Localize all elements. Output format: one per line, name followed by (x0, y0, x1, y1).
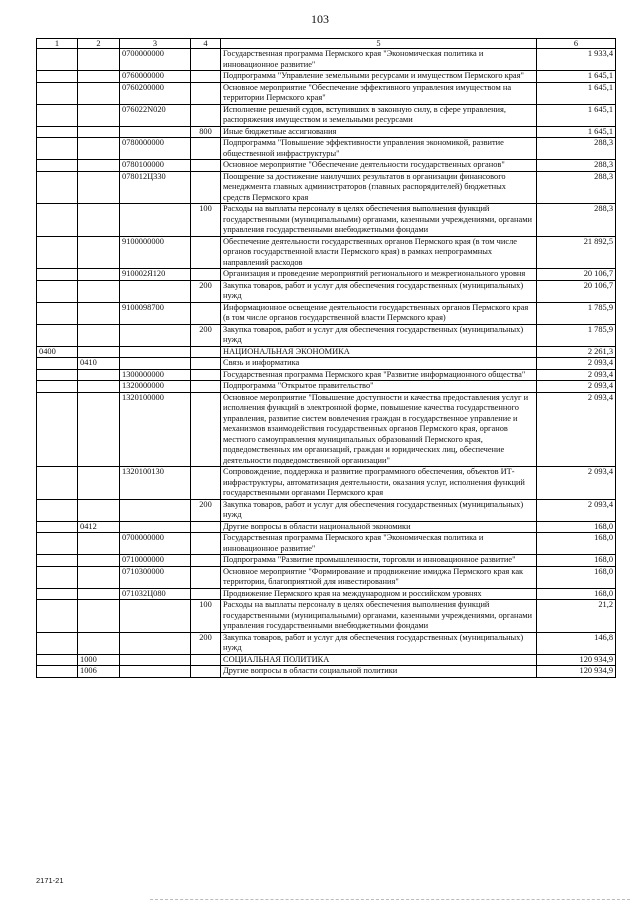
expense-type-cell (191, 358, 221, 370)
table-row (37, 160, 616, 172)
subsection-code-cell (78, 346, 120, 358)
target-article-cell: 071032Ц080 (120, 588, 191, 600)
target-article-cell: 910002Я120 (120, 269, 191, 281)
amount-cell: 120 934,9 (537, 666, 616, 678)
expense-name-cell: Подпрограмма "Развитие промышленности, торговли и инновационное развитие" (221, 555, 537, 567)
subsection-code-cell (78, 499, 120, 521)
amount-cell: 168,0 (537, 566, 616, 588)
section-code-cell (37, 392, 78, 467)
section-code-cell (37, 533, 78, 555)
table-row (37, 499, 616, 521)
target-article-cell (120, 346, 191, 358)
expense-name-cell: Подпрограмма "Повышение эффективности управления экономикой, развитие общественной инфраструктуры" (221, 138, 537, 160)
expense-name-cell: Подпрограмма "Управление земельными ресурсами и имуществом Пермского края" (221, 71, 537, 83)
expense-type-cell (191, 236, 221, 269)
subsection-code-cell (78, 171, 120, 204)
amount-cell: 288,3 (537, 204, 616, 237)
subsection-code-cell (78, 204, 120, 237)
table-row (37, 666, 616, 678)
table-row (37, 381, 616, 393)
target-article-cell (120, 358, 191, 370)
target-article-cell: 0780100000 (120, 160, 191, 172)
column-number: 1 (37, 39, 78, 49)
subsection-code-cell (78, 104, 120, 126)
expense-type-cell (191, 521, 221, 533)
expense-type-cell (191, 566, 221, 588)
expense-name-cell: Исполнение решений судов, вступивших в законную силу, в сфере управления, распоряжения имуществом и земельными ресурсами (221, 104, 537, 126)
expense-type-cell: 100 (191, 600, 221, 633)
column-number-row (37, 39, 616, 49)
expense-type-cell (191, 467, 221, 500)
subsection-code-cell (78, 236, 120, 269)
expense-name-cell: Закупка товаров, работ и услуг для обеспечения государственных (муниципальных) нужд (221, 632, 537, 654)
target-article-cell: 0760200000 (120, 82, 191, 104)
section-code-cell (37, 600, 78, 633)
budget-table (36, 38, 616, 678)
amount-cell: 21,2 (537, 600, 616, 633)
expense-name-cell: Подпрограмма "Открытое правительство" (221, 381, 537, 393)
amount-cell: 168,0 (537, 588, 616, 600)
expense-type-cell (191, 555, 221, 567)
document-code: 2171-21 (36, 876, 64, 885)
section-code-cell (37, 666, 78, 678)
section-code-cell (37, 126, 78, 138)
section-code-cell (37, 358, 78, 370)
expense-type-cell (191, 160, 221, 172)
amount-cell: 1 785,9 (537, 302, 616, 324)
subsection-code-cell (78, 138, 120, 160)
section-code-cell (37, 171, 78, 204)
subsection-code-cell (78, 49, 120, 71)
target-article-cell: 0710000000 (120, 555, 191, 567)
table-row (37, 654, 616, 666)
expense-name-cell: Поощрение за достижение наилучших результатов в организации финансового менеджмента главных администраторов (главных распорядителей) бюджетных средств Пермского края (221, 171, 537, 204)
section-code-cell (37, 521, 78, 533)
expense-name-cell: Иные бюджетные ассигнования (221, 126, 537, 138)
amount-cell: 288,3 (537, 138, 616, 160)
section-code-cell (37, 467, 78, 500)
target-article-cell: 0700000000 (120, 49, 191, 71)
subsection-code-cell (78, 160, 120, 172)
subsection-code-cell: 1006 (78, 666, 120, 678)
table-row (37, 82, 616, 104)
amount-cell: 168,0 (537, 521, 616, 533)
expense-name-cell: Основное мероприятие "Обеспечение эффективного управления имуществом на территории Пермского края" (221, 82, 537, 104)
section-code-cell (37, 104, 78, 126)
amount-cell: 20 106,7 (537, 269, 616, 281)
amount-cell: 2 093,4 (537, 369, 616, 381)
table-row (37, 555, 616, 567)
column-number: 4 (191, 39, 221, 49)
column-number: 5 (221, 39, 537, 49)
expense-type-cell (191, 71, 221, 83)
expense-name-cell: Связь и информатика (221, 358, 537, 370)
expense-type-cell: 200 (191, 280, 221, 302)
amount-cell: 2 093,4 (537, 467, 616, 500)
expense-type-cell: 200 (191, 324, 221, 346)
target-article-cell (120, 600, 191, 633)
target-article-cell (120, 324, 191, 346)
section-code-cell (37, 204, 78, 237)
expense-type-cell: 100 (191, 204, 221, 237)
subsection-code-cell (78, 467, 120, 500)
table-row (37, 392, 616, 467)
subsection-code-cell (78, 82, 120, 104)
expense-name-cell: Другие вопросы в области национальной экономики (221, 521, 537, 533)
column-number: 3 (120, 39, 191, 49)
target-article-cell: 078012Ц330 (120, 171, 191, 204)
amount-cell: 20 106,7 (537, 280, 616, 302)
column-number: 6 (537, 39, 616, 49)
target-article-cell: 0780000000 (120, 138, 191, 160)
expense-name-cell: Государственная программа Пермского края "Экономическая политика и инновационное развитие" (221, 49, 537, 71)
expense-type-cell (191, 269, 221, 281)
table-row (37, 126, 616, 138)
table-row (37, 324, 616, 346)
subsection-code-cell (78, 302, 120, 324)
expense-type-cell (191, 381, 221, 393)
subsection-code-cell (78, 588, 120, 600)
subsection-code-cell (78, 533, 120, 555)
target-article-cell (120, 499, 191, 521)
expense-type-cell (191, 369, 221, 381)
subsection-code-cell: 1000 (78, 654, 120, 666)
target-article-cell: 0760000000 (120, 71, 191, 83)
expense-name-cell: Расходы на выплаты персоналу в целях обеспечения выполнения функций государственными (муниципальными) органами, казенными учреждениями, органами управления государственными внебюджетными фондами (221, 600, 537, 633)
subsection-code-cell: 0412 (78, 521, 120, 533)
amount-cell: 146,8 (537, 632, 616, 654)
section-code-cell (37, 269, 78, 281)
subsection-code-cell (78, 392, 120, 467)
expense-type-cell (191, 302, 221, 324)
subsection-code-cell (78, 269, 120, 281)
expense-name-cell: СОЦИАЛЬНАЯ ПОЛИТИКА (221, 654, 537, 666)
amount-cell: 2 093,4 (537, 381, 616, 393)
section-code-cell (37, 588, 78, 600)
expense-type-cell (191, 533, 221, 555)
section-code-cell (37, 280, 78, 302)
expense-name-cell: Закупка товаров, работ и услуг для обеспечения государственных (муниципальных) нужд (221, 499, 537, 521)
expense-type-cell: 200 (191, 499, 221, 521)
table-row (37, 138, 616, 160)
expense-type-cell (191, 104, 221, 126)
expense-type-cell (191, 666, 221, 678)
table-row (37, 302, 616, 324)
expense-name-cell: Закупка товаров, работ и услуг для обеспечения государственных (муниципальных) нужд (221, 280, 537, 302)
expense-name-cell: Сопровождение, поддержка и развитие программного обеспечения, объектов ИТ-инфраструктуры, автоматизация деятельности, оказания услуг, исполнения функций государственными органами Пермского края (221, 467, 537, 500)
expense-type-cell: 800 (191, 126, 221, 138)
target-article-cell: 076022N020 (120, 104, 191, 126)
target-article-cell (120, 280, 191, 302)
expense-name-cell: НАЦИОНАЛЬНАЯ ЭКОНОМИКА (221, 346, 537, 358)
expense-name-cell: Другие вопросы в области социальной политики (221, 666, 537, 678)
section-code-cell (37, 160, 78, 172)
amount-cell: 2 261,3 (537, 346, 616, 358)
section-code-cell (37, 324, 78, 346)
section-code-cell (37, 71, 78, 83)
section-code-cell (37, 654, 78, 666)
amount-cell: 21 892,5 (537, 236, 616, 269)
amount-cell: 1 933,4 (537, 49, 616, 71)
section-code-cell (37, 236, 78, 269)
expense-name-cell: Основное мероприятие "Повышение доступности и качества предоставления услуг и исполнения функций в электронной форме, повышение качества государственного управления, развитие систем вовлечения граждан в государственное управление и механизмов взаимодействия государственных органов Пермского края, органов местного самоуправления муниципальных образований Пермского края, подведомственных им организаций, граждан и юридических лиц, обеспечение деятельности подведомственной организации" (221, 392, 537, 467)
expense-name-cell: Основное мероприятие "Формирование и продвижение имиджа Пермского края как территории, благоприятной для инвестирования" (221, 566, 537, 588)
expense-type-cell (191, 82, 221, 104)
table-row (37, 269, 616, 281)
amount-cell: 288,3 (537, 160, 616, 172)
target-article-cell (120, 126, 191, 138)
subsection-code-cell (78, 632, 120, 654)
section-code-cell (37, 138, 78, 160)
target-article-cell (120, 521, 191, 533)
table-row (37, 566, 616, 588)
scan-artifact-line (150, 899, 630, 900)
target-article-cell (120, 204, 191, 237)
subsection-code-cell (78, 566, 120, 588)
section-code-cell (37, 499, 78, 521)
expense-name-cell: Обеспечение деятельности государственных органов Пермского края (в том числе органов государственной власти Пермского края) в рамках непрограммных направлений расходов (221, 236, 537, 269)
table-row (37, 204, 616, 237)
amount-cell: 2 093,4 (537, 358, 616, 370)
subsection-code-cell (78, 280, 120, 302)
subsection-code-cell (78, 369, 120, 381)
section-code-cell (37, 49, 78, 71)
table-body (37, 49, 616, 678)
table-row (37, 369, 616, 381)
target-article-cell: 9100000000 (120, 236, 191, 269)
amount-cell: 2 093,4 (537, 499, 616, 521)
target-article-cell: 1320100000 (120, 392, 191, 467)
subsection-code-cell (78, 600, 120, 633)
amount-cell: 168,0 (537, 533, 616, 555)
section-code-cell (37, 302, 78, 324)
subsection-code-cell (78, 381, 120, 393)
section-code-cell (37, 369, 78, 381)
expense-name-cell: Расходы на выплаты персоналу в целях обеспечения выполнения функций государственными (муниципальными) органами, казенными учреждениями, органами управления государственными внебюджетными фондами (221, 204, 537, 237)
section-code-cell (37, 555, 78, 567)
target-article-cell: 1320000000 (120, 381, 191, 393)
table-row (37, 171, 616, 204)
target-article-cell: 1320100130 (120, 467, 191, 500)
section-code-cell: 0400 (37, 346, 78, 358)
table-row (37, 632, 616, 654)
page-number: 103 (311, 12, 329, 26)
section-code-cell (37, 632, 78, 654)
subsection-code-cell: 0410 (78, 358, 120, 370)
expense-type-cell (191, 49, 221, 71)
target-article-cell (120, 654, 191, 666)
column-number: 2 (78, 39, 120, 49)
table-row (37, 521, 616, 533)
table-row (37, 280, 616, 302)
subsection-code-cell (78, 126, 120, 138)
table-row (37, 588, 616, 600)
expense-name-cell: Организация и проведение мероприятий регионального и межрегионального уровня (221, 269, 537, 281)
expense-type-cell (191, 138, 221, 160)
expense-name-cell: Государственная программа Пермского края "Развитие информационного общества" (221, 369, 537, 381)
amount-cell: 120 934,9 (537, 654, 616, 666)
table-row (37, 533, 616, 555)
expense-name-cell: Основное мероприятие "Обеспечение деятельности государственных органов" (221, 160, 537, 172)
target-article-cell: 9100098700 (120, 302, 191, 324)
table-row (37, 71, 616, 83)
amount-cell: 1 645,1 (537, 104, 616, 126)
expense-name-cell: Закупка товаров, работ и услуг для обеспечения государственных (муниципальных) нужд (221, 324, 537, 346)
amount-cell: 2 093,4 (537, 392, 616, 467)
amount-cell: 288,3 (537, 171, 616, 204)
target-article-cell (120, 666, 191, 678)
section-code-cell (37, 566, 78, 588)
amount-cell: 1 645,1 (537, 82, 616, 104)
subsection-code-cell (78, 555, 120, 567)
target-article-cell (120, 632, 191, 654)
expense-type-cell (191, 392, 221, 467)
expense-name-cell: Государственная программа Пермского края "Экономическая политика и инновационное развитие" (221, 533, 537, 555)
table-row (37, 600, 616, 633)
amount-cell: 168,0 (537, 555, 616, 567)
expense-name-cell: Информационное освещение деятельности государственных органов Пермского края (в том числе органов государственной власти Пермского края) (221, 302, 537, 324)
target-article-cell: 0710300000 (120, 566, 191, 588)
expense-name-cell: Продвижение Пермского края на международном и российском уровнях (221, 588, 537, 600)
table-row (37, 236, 616, 269)
table-row (37, 104, 616, 126)
table-row (37, 49, 616, 71)
section-code-cell (37, 82, 78, 104)
table-row (37, 467, 616, 500)
target-article-cell: 1300000000 (120, 369, 191, 381)
expense-type-cell (191, 346, 221, 358)
expense-type-cell (191, 654, 221, 666)
target-article-cell: 0700000000 (120, 533, 191, 555)
expense-type-cell: 200 (191, 632, 221, 654)
amount-cell: 1 645,1 (537, 126, 616, 138)
amount-cell: 1 645,1 (537, 71, 616, 83)
subsection-code-cell (78, 71, 120, 83)
table-row (37, 346, 616, 358)
subsection-code-cell (78, 324, 120, 346)
section-code-cell (37, 381, 78, 393)
amount-cell: 1 785,9 (537, 324, 616, 346)
expense-type-cell (191, 171, 221, 204)
expense-type-cell (191, 588, 221, 600)
table-row (37, 358, 616, 370)
